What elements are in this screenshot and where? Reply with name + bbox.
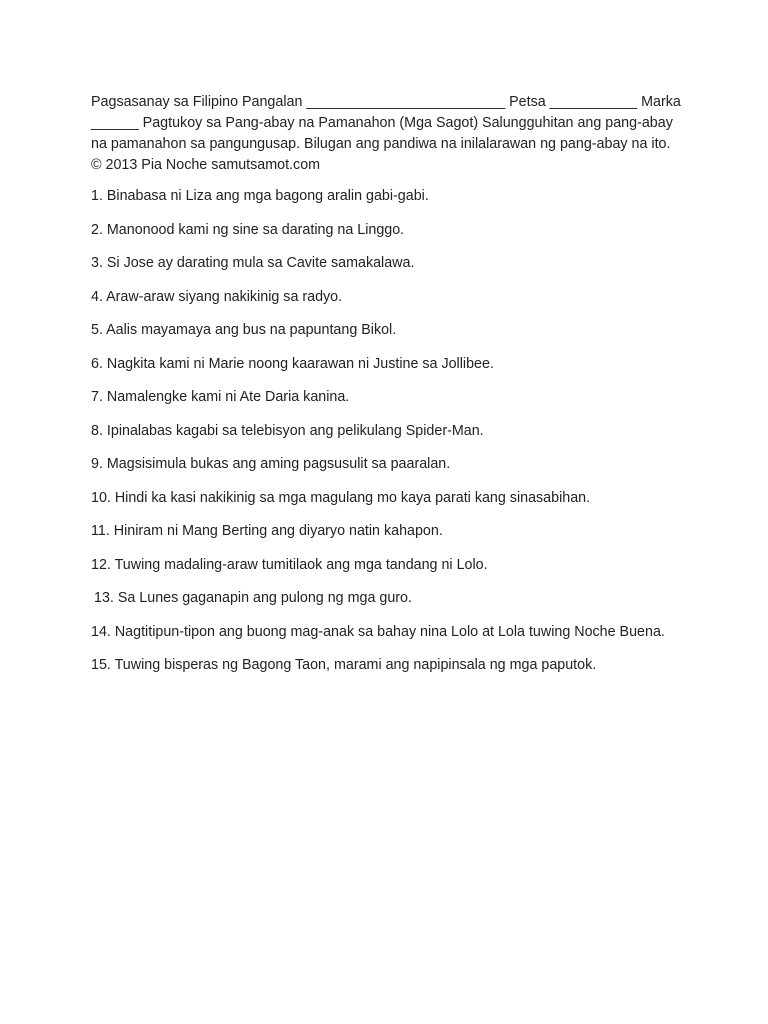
list-item: 8. Ipinalabas kagabi sa telebisyon ang pelikulang Spider-Man. [91,422,484,439]
list-item: 7. Namalengke kami ni Ate Daria kanina. [91,389,350,405]
list-item: 14. Nagtitipun-tipon ang buong mag-anak sa bahay nina Lolo at Lola tuwing Noche Buena. [91,623,665,640]
list-item: 15. Tuwing bisperas ng Bagong Taon, marami ang napipinsala ng mga paputok. [91,657,597,673]
list-item: 3. Si Jose ay darating mula sa Cavite samakalawa. [91,255,415,271]
list-item: 13. Sa Lunes gaganapin ang pulong ng mga guro. [94,590,412,606]
list-item: 9. Magsisimula bukas ang aming pagsusulit sa paaralan. [91,456,451,472]
list-item: 12. Tuwing madaling-araw tumitilaok ang mga tandang ni Lolo. [91,556,488,573]
sentence-list [91,186,683,676]
list-item: 11. Hiniram ni Mang Berting ang diyaryo natin kahapon. [91,523,443,539]
list-item: 4. Araw-araw siyang nakikinig sa radyo. [91,288,343,305]
list-item: 5. Aalis mayamaya ang bus na papuntang Bikol. [91,322,397,338]
list-item: 2. Manonood kami ng sine sa darating na Linggo. [91,221,405,238]
worksheet-header: Pagsasanay sa Filipino Pangalan _________________________ Petsa ___________ Marka ______ Pagtukoy sa Pang-abay na Pamanahon (Mga Sagot) Salungguhitan ang pang-abay na pamanahon sa pangungusap. Bilugan ang pandiwa na inilalarawan ng pang-abay na ito. © 2013 Pia Noche samutsamot.com [91,94,681,173]
list-item: 6. Nagkita kami ni Marie noong kaarawan ni Justine sa Jollibee. [91,355,494,372]
list-item: 10. Hindi ka kasi nakikinig sa mga magulang mo kaya parati kang sinasabihan. [91,489,591,506]
worksheet-page [91,92,683,689]
list-item: 1. Binabasa ni Liza ang mga bagong aralin gabi-gabi. [91,188,429,204]
